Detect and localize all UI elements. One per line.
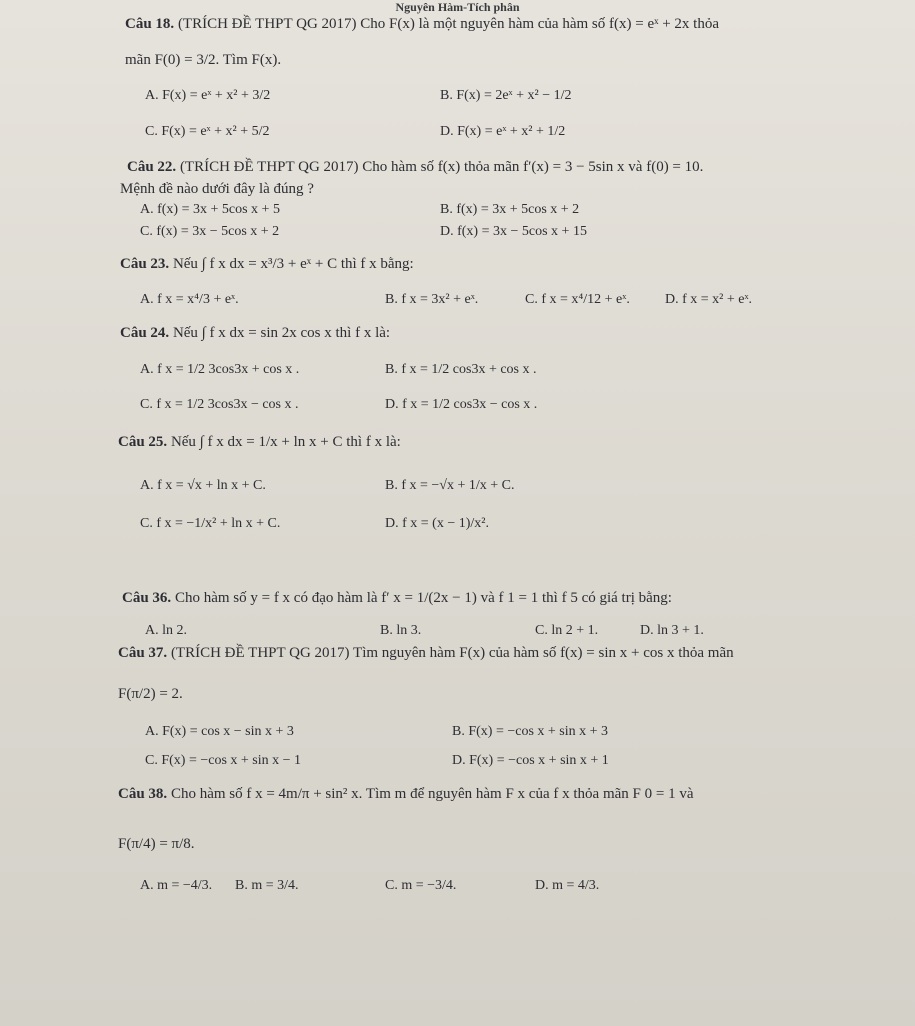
question-number: Câu 23. — [120, 256, 170, 272]
q25-option-b: B. f x = −√x + 1/x + C. — [385, 478, 515, 493]
q37-stem-line1: Câu 37. (TRÍCH ĐỀ THPT QG 2017) Tìm nguyên hàm F(x) của hàm số f(x) = sin x + cos x thỏa mãn — [118, 645, 734, 661]
q18-option-d: D. F(x) = eˣ + x² + 1/2 — [440, 124, 566, 139]
q36-stem: Câu 36. Cho hàm số y = f x có đạo hàm là f′ x = 1/(2x − 1) và f 1 = 1 thì f 5 có giá trị bằng: — [122, 590, 672, 606]
q18-option-b: B. F(x) = 2eˣ + x² − 1/2 — [440, 88, 572, 103]
q37-option-d: D. F(x) = −cos x + sin x + 1 — [452, 753, 609, 768]
q24-option-c: C. f x = 1/2 3cos3x − cos x . — [140, 397, 299, 412]
q22-option-b: B. f(x) = 3x + 5cos x + 2 — [440, 202, 580, 217]
q36-option-a: A. ln 2. — [145, 623, 187, 638]
q23-option-c: C. f x = x⁴/12 + eˣ. — [525, 292, 630, 307]
q38-stem-line2: F(π/4) = π/8. — [118, 836, 195, 852]
q36-option-c: C. ln 2 + 1. — [535, 623, 599, 638]
question-number: Câu 36. — [122, 590, 172, 606]
q37-option-a: A. F(x) = cos x − sin x + 3 — [145, 724, 294, 739]
q22-option-d: D. f(x) = 3x − 5cos x + 15 — [440, 224, 587, 239]
q24-option-d: D. f x = 1/2 cos3x − cos x . — [385, 397, 538, 412]
q24-option-a: A. f x = 1/2 3cos3x + cos x . — [140, 362, 300, 377]
question-number: Câu 37. — [118, 645, 168, 661]
q36-option-d: D. ln 3 + 1. — [640, 623, 704, 638]
q18-stem-line1: Câu 18. (TRÍCH ĐỀ THPT QG 2017) Cho F(x) là một nguyên hàm của hàm số f(x) = eˣ + 2x thỏa — [125, 16, 719, 32]
q22-option-a: A. f(x) = 3x + 5cos x + 5 — [140, 202, 280, 217]
q18-option-c: C. F(x) = eˣ + x² + 5/2 — [145, 124, 270, 139]
q25-option-a: A. f x = √x + ln x + C. — [140, 478, 266, 493]
q36-option-b: B. ln 3. — [380, 623, 422, 638]
question-number: Câu 38. — [118, 786, 168, 802]
q25-option-d: D. f x = (x − 1)/x². — [385, 516, 489, 531]
q37-stem-line2: F(π/2) = 2. — [118, 686, 183, 702]
q38-stem-line1: Câu 38. Cho hàm số f x = 4m/π + sin² x. Tìm m để nguyên hàm F x của f x thỏa mãn F 0 = 1 và — [118, 786, 694, 802]
q23-option-a: A. f x = x⁴/3 + eˣ. — [140, 292, 239, 307]
q37-option-c: C. F(x) = −cos x + sin x − 1 — [145, 753, 302, 768]
q18-option-a: A. F(x) = eˣ + x² + 3/2 — [145, 88, 271, 103]
q23-option-d: D. f x = x² + eˣ. — [665, 292, 753, 307]
q25-stem: Câu 25. Nếu ∫ f x dx = 1/x + ln x + C thì f x là: — [118, 434, 401, 450]
q22-option-c: C. f(x) = 3x − 5cos x + 2 — [140, 224, 280, 239]
q37-option-b: B. F(x) = −cos x + sin x + 3 — [452, 724, 609, 739]
question-number: Câu 25. — [118, 434, 168, 450]
q24-option-b: B. f x = 1/2 cos3x + cos x . — [385, 362, 537, 377]
q23-stem: Câu 23. Nếu ∫ f x dx = x³/3 + eˣ + C thì f x bằng: — [120, 256, 414, 272]
question-number: Câu 18. — [125, 16, 175, 32]
q22-stem-line1: Câu 22. (TRÍCH ĐỀ THPT QG 2017) Cho hàm số f(x) thỏa mãn f′(x) = 3 − 5sin x và f(0) = 10. — [127, 159, 704, 175]
page-header: Nguyên Hàm-Tích phân — [395, 0, 520, 14]
q38-option-d: D. m = 4/3. — [535, 878, 600, 893]
q38-option-a: A. m = −4/3. — [140, 878, 213, 893]
q22-stem-line2: Mệnh đề nào dưới đây là đúng ? — [120, 181, 314, 197]
q23-option-b: B. f x = 3x² + eˣ. — [385, 292, 479, 307]
q24-stem: Câu 24. Nếu ∫ f x dx = sin 2x cos x thì f x là: — [120, 325, 391, 341]
q25-option-c: C. f x = −1/x² + ln x + C. — [140, 516, 281, 531]
q38-option-c: C. m = −3/4. — [385, 878, 457, 893]
q38-option-b: B. m = 3/4. — [235, 878, 299, 893]
question-number: Câu 22. — [127, 159, 177, 175]
q18-stem-line2: mãn F(0) = 3/2. Tìm F(x). — [125, 52, 282, 68]
question-number: Câu 24. — [120, 325, 170, 341]
